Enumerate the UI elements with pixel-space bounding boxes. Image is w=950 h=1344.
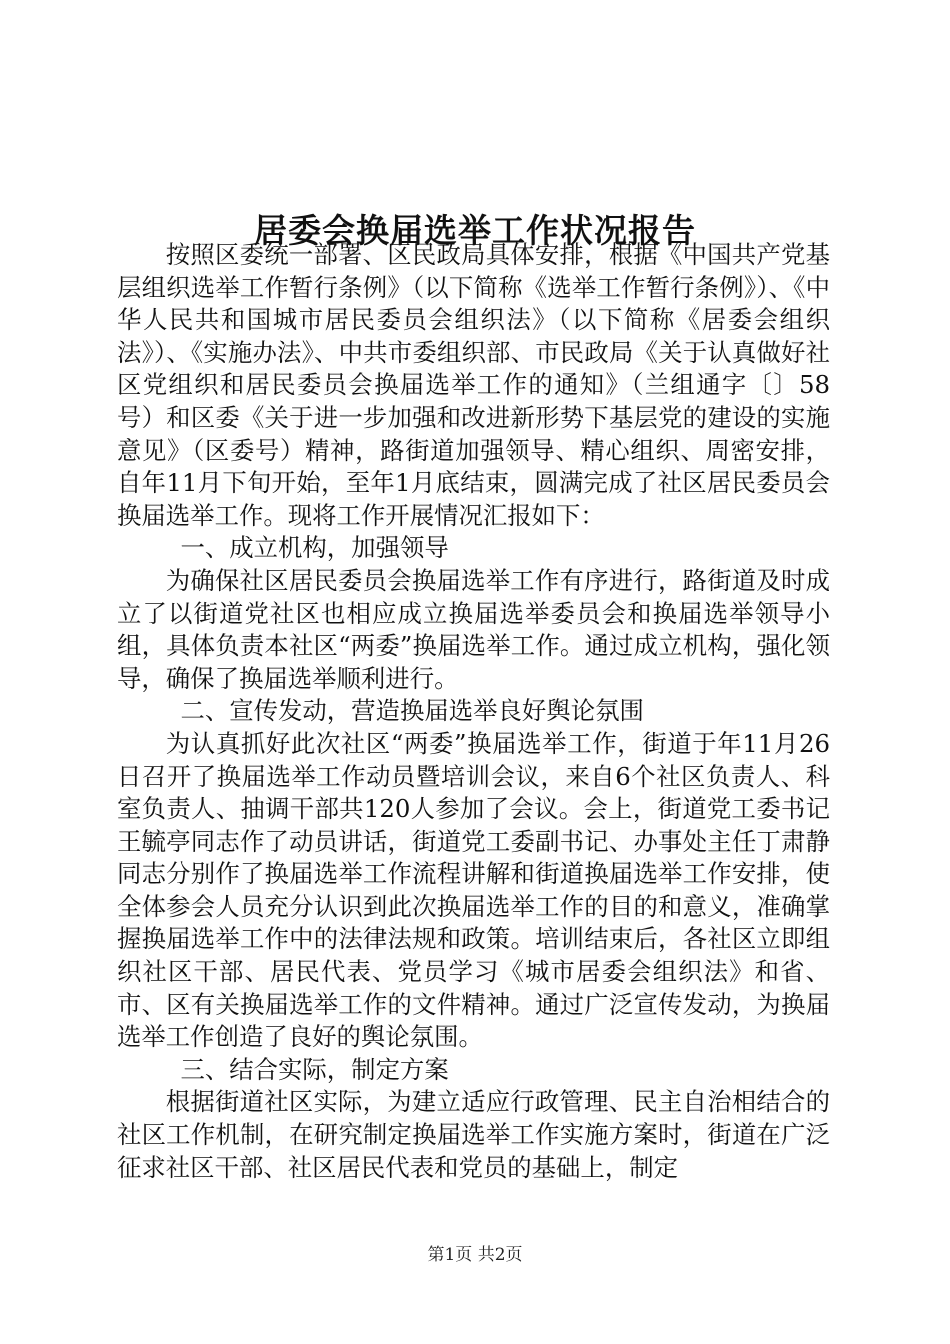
section-heading-2: 二、宣传发动，营造换届选举良好舆论氛围 — [180, 696, 644, 726]
section-heading-3: 三、结合实际，制定方案 — [180, 1054, 449, 1084]
paragraph-section-2: 为认真抓好此次社区“两委”换届选举工作，街道于年11月26日召开了换届选举工作动员暨培训会议，来自6个社区负责人、科室负责人、抽调干部共120人参加了会议。会上，街道党工委书记王毓亭同志作了动员讲话，街道党工委副书记、办事处主任丁肃静同志分别作了换届选举工作流程讲解和街道换届选举工作安排，使全体参会人员充分认识到此次换届选举工作的目的和意义，准确掌握换届选举工作中的法律法规和政策。培训结束后，各社区立即组织社区干部、居民代表、党员学习《城市居委会组织法》和省、市、区有关换届选举工作的文件精神。通过广泛宣传发动，为换届选举工作创造了良好的舆论氛围。 — [117, 728, 830, 1052]
paragraph-section-1: 为确保社区居民委员会换届选举工作有序进行，路街道及时成立了以街道党社区也相应成立换届选举委员会和换届选举领导小组，具体负责本社区“两委”换届选举工作。通过成立机构，强化领导，确保了换届选举顺利进行。 — [117, 565, 830, 693]
page-number-footer: 第1页 共2页 — [427, 1245, 523, 1265]
document-body — [117, 239, 830, 1184]
paragraph-section-3: 根据街道社区实际，为建立适应行政管理、民主自治相结合的社区工作机制，在研究制定换届选举工作实施方案时，街道在广泛征求社区干部、社区居民代表和党员的基础上，制定 — [117, 1087, 830, 1182]
document-title: 居委会换届选举工作状况报告 — [254, 211, 696, 251]
paragraph-intro: 按照区委统一部署、区民政局具体安排，根据《中国共产党基层组织选举工作暂行条例》（以下简称《选举工作暂行条例》）、《中华人民共和国城市居民委员会组织法》（以下简称《居委会组织法》）、《实施办法》、中共市委组织部、市民政局《关于认真做好社区党组织和居民委员会换届选举工作的通知》（兰组通字〔〕58号）和区委《关于进一步加强和改进新形势下基层党的建设的实施意见》（区委号）精神，路街道加强领导、精心组织、周密安排，自年11月下旬开始，至年1月底结束，圆满完成了社区居民委员会换届选举工作。现将工作开展情况汇报如下： — [117, 240, 830, 530]
section-heading-1: 一、成立机构，加强领导 — [180, 533, 449, 563]
